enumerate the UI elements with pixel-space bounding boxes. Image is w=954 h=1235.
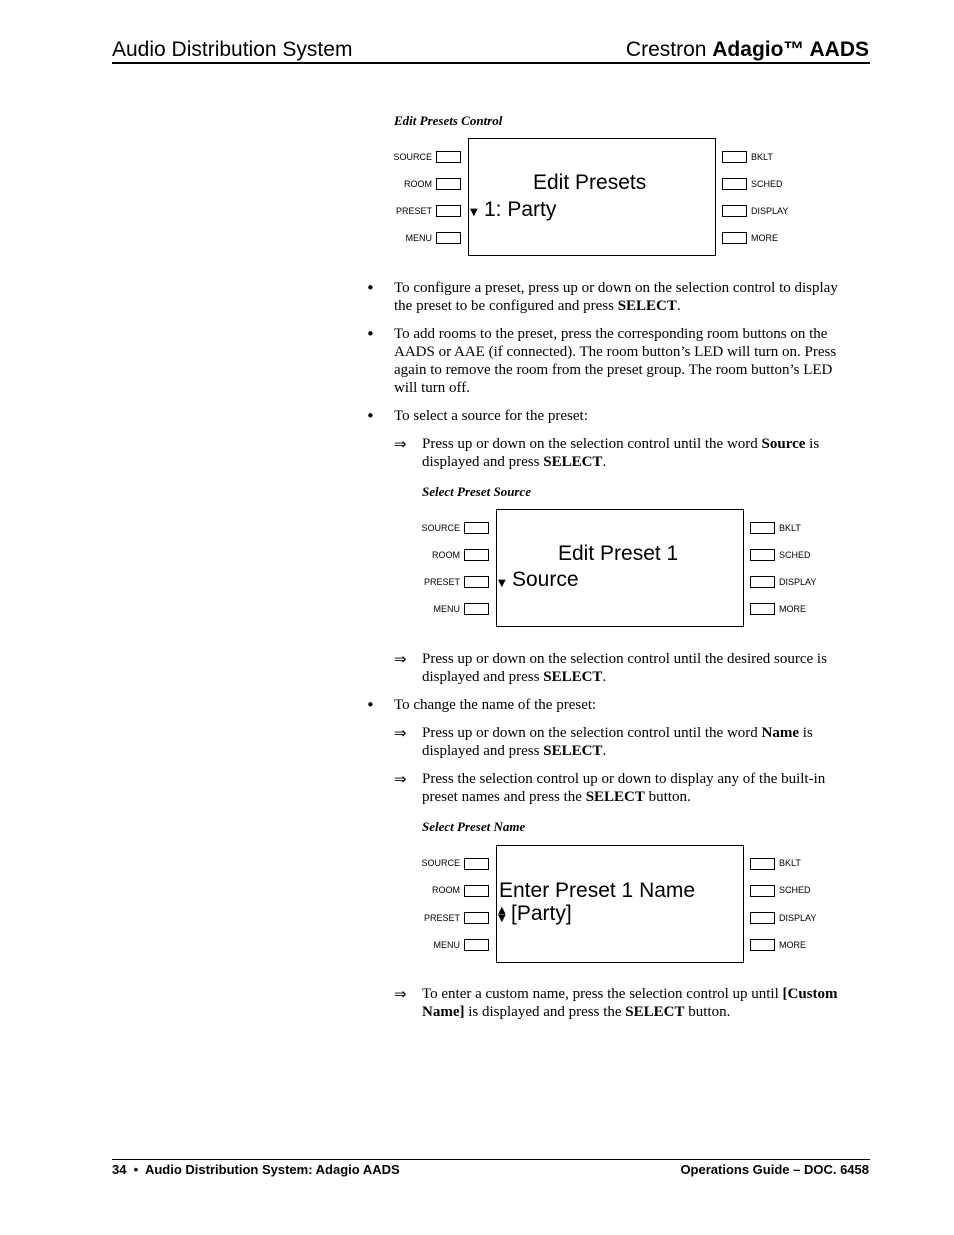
label-preset: PRESET	[423, 913, 460, 923]
label-source: SOURCE	[421, 858, 460, 868]
footer-doc-number: Operations Guide – DOC. 6458	[680, 1162, 869, 1177]
implies-icon: ⇒	[394, 985, 407, 1003]
label-preset: PRESET	[395, 206, 432, 216]
menu-button[interactable]	[436, 232, 461, 244]
screen-line-1: Enter Preset 1 Name	[499, 879, 696, 902]
preset-button[interactable]	[464, 912, 489, 924]
label-source: SOURCE	[421, 523, 460, 533]
sched-button[interactable]	[750, 885, 775, 897]
more-button[interactable]	[722, 232, 747, 244]
label-source: SOURCE	[393, 152, 432, 162]
room-button[interactable]	[436, 178, 461, 190]
running-header-title: Audio Distribution System	[112, 38, 353, 61]
footer-rule	[112, 1159, 870, 1160]
menu-button[interactable]	[464, 603, 489, 615]
lcd-screen	[468, 138, 716, 256]
paragraph-select-source: To select a source for the preset:	[394, 408, 588, 424]
bullet-icon: •	[366, 407, 375, 425]
label-preset: PRESET	[423, 577, 460, 587]
label-room: ROOM	[404, 179, 432, 189]
label-menu: MENU	[433, 940, 460, 950]
label-bklt: BKLT	[779, 523, 801, 533]
keypad-panel-select-name	[421, 845, 894, 963]
label-more: MORE	[751, 233, 778, 243]
screen-line-1: Edit Preset 1	[558, 542, 679, 565]
source-button[interactable]	[464, 858, 489, 870]
arrow-up-icon: ▲	[498, 905, 506, 916]
arrow-down-icon: ▼	[470, 207, 478, 218]
menu-button[interactable]	[464, 939, 489, 951]
figure-caption-edit-presets: Edit Presets Control	[394, 113, 503, 128]
keypad-panel-edit-presets	[393, 138, 866, 256]
label-bklt: BKLT	[779, 858, 801, 868]
header-rule	[112, 62, 870, 64]
step-desired-source: Press up or down on the selection control until the desired source is displayed and press SELECT.	[422, 651, 827, 685]
bullet-icon: •	[366, 279, 375, 297]
label-sched: SCHED	[779, 550, 811, 560]
display-button[interactable]	[722, 205, 747, 217]
arrow-down-icon: ▼	[498, 913, 506, 924]
bklt-button[interactable]	[722, 151, 747, 163]
bklt-button[interactable]	[750, 858, 775, 870]
label-more: MORE	[779, 940, 806, 950]
footer-page-info: 34 • Audio Distribution System: Adagio AADS	[112, 1162, 400, 1177]
label-display: DISPLAY	[751, 206, 789, 216]
more-button[interactable]	[750, 603, 775, 615]
bullet-icon: •	[366, 696, 375, 714]
implies-icon: ⇒	[394, 650, 407, 668]
lcd-screen	[496, 509, 744, 627]
paragraph-add-rooms: To add rooms to the preset, press the corresponding room buttons on the AADS or AAE (if connected). The room button’s LED will turn on. Press again to remove the room from the preset group. The room button’s LED will turn off.	[394, 326, 837, 396]
paragraph-configure-preset: To configure a preset, press up or down on the selection control to display the preset to be configured and press SELECT.	[394, 280, 838, 314]
bklt-button[interactable]	[750, 522, 775, 534]
more-button[interactable]	[750, 939, 775, 951]
step-built-in-names: Press the selection control up or down to display any of the built-in preset names and press the SELECT button.	[422, 771, 826, 805]
bullet-icon: •	[366, 325, 375, 343]
lcd-screen	[496, 845, 744, 963]
label-more: MORE	[779, 604, 806, 614]
arrow-down-icon: ▼	[498, 578, 506, 589]
figure-caption-select-name: Select Preset Name	[422, 819, 526, 834]
implies-icon: ⇒	[394, 435, 407, 453]
label-sched: SCHED	[779, 885, 811, 895]
preset-button[interactable]	[464, 576, 489, 588]
implies-icon: ⇒	[394, 724, 407, 742]
display-button[interactable]	[750, 576, 775, 588]
room-button[interactable]	[464, 885, 489, 897]
screen-line-1: Edit Presets	[533, 171, 647, 194]
label-room: ROOM	[432, 550, 460, 560]
keypad-panel-select-source	[421, 509, 894, 627]
screen-line-2: Source	[512, 568, 579, 591]
sched-button[interactable]	[750, 549, 775, 561]
label-display: DISPLAY	[779, 913, 817, 923]
step-custom-name: To enter a custom name, press the selection control up until [Custom Name] is displayed and press the SELECT button.	[422, 986, 838, 1020]
implies-icon: ⇒	[394, 770, 407, 788]
label-menu: MENU	[433, 604, 460, 614]
label-sched: SCHED	[751, 179, 783, 189]
source-button[interactable]	[464, 522, 489, 534]
step-name-word: Press up or down on the selection control until the word Name is displayed and press SELECT.	[422, 725, 813, 759]
source-button[interactable]	[436, 151, 461, 163]
label-display: DISPLAY	[779, 577, 817, 587]
display-button[interactable]	[750, 912, 775, 924]
label-menu: MENU	[405, 233, 432, 243]
sched-button[interactable]	[722, 178, 747, 190]
screen-line-2: [Party]	[511, 902, 572, 925]
figure-caption-select-source: Select Preset Source	[422, 484, 532, 499]
running-header-product: Crestron Adagio™ AADS	[625, 38, 869, 61]
label-room: ROOM	[432, 885, 460, 895]
step-source-word: Press up or down on the selection control until the word Source is displayed and press SELECT.	[422, 436, 820, 470]
screen-line-2: 1: Party	[484, 198, 557, 221]
room-button[interactable]	[464, 549, 489, 561]
label-bklt: BKLT	[751, 152, 773, 162]
paragraph-change-name: To change the name of the preset:	[394, 697, 597, 713]
preset-button[interactable]	[436, 205, 461, 217]
